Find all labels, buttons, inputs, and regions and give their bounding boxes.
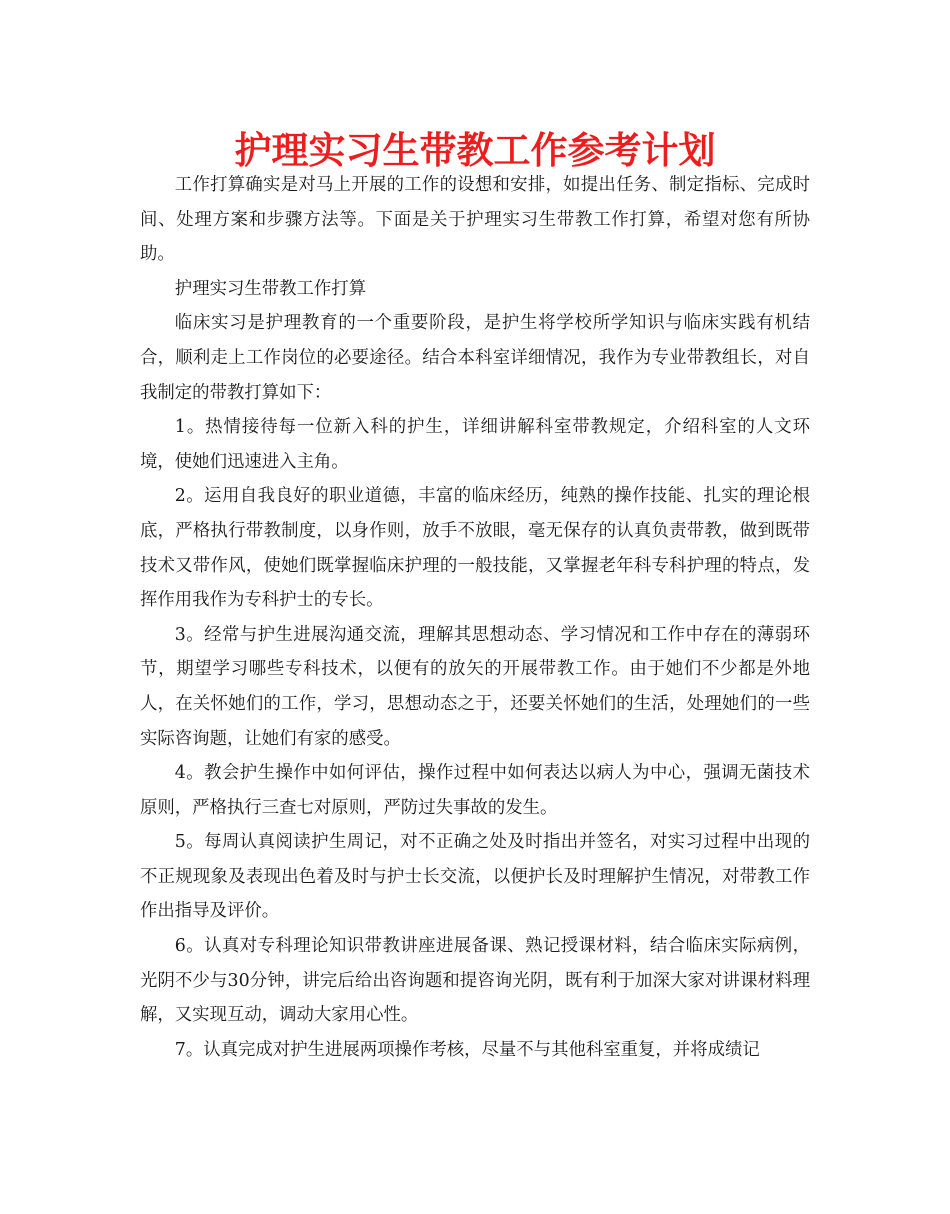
paragraph-item-3: 3。经常与护生进展沟通交流，理解其思想动态、学习情况和工作中存在的薄弱环节，期望学习哪些专科技术，以便有的放矢的开展带教工作。由于她们不少都是外地人，在关怀她们的工作，学习，思想动态之于，还要关怀她们的生活，处理她们的一些实际咨询题，让她们有家的感受。 xyxy=(140,624,810,749)
paragraph-item-6: 6。认真对专科理论知识带教讲座进展备课、熟记授课材料，结合临床实际病例，光阴不少与30分钟，讲完后给出咨询题和提咨询光阴，既有利于加深大家对讲课材料理解，又实现互动，调动大家用心性。 xyxy=(140,936,810,1026)
paragraph-background: 临床实习是护理教育的一个重要阶段，是护生将学校所学知识与临床实践有机结合，顺利走上工作岗位的必要途径。结合本科室详细情况，我作为专业带教组长，对自我制定的带教打算如下： xyxy=(140,313,810,403)
document-title: 护理实习生带教工作参考计划 xyxy=(234,128,716,172)
paragraph-item-1: 1。热情接待每一位新入科的护生，详细讲解科室带教规定，介绍科室的人文环境，使她们迅速进入主角。 xyxy=(140,417,810,472)
document-body xyxy=(140,168,810,1067)
paragraph-intro: 工作打算确实是对马上开展的工作的设想和安排，如提出任务、制定指标、完成时间、处理方案和步骤方法等。下面是关于护理实习生带教工作打算，希望对您有所协助。 xyxy=(140,175,810,265)
paragraph-item-5: 5。每周认真阅读护生周记，对不正确之处及时指出并签名，对实习过程中出现的不正规现象及表现出色着及时与护士长交流，以便护长及时理解护生情况，对带教工作作出指导及评价。 xyxy=(140,832,810,922)
paragraph-subheading: 护理实习生带教工作打算 xyxy=(174,278,367,299)
paragraph-item-4: 4。教会护生操作中如何评估，操作过程中如何表达以病人为中心，强调无菌技术原则，严格执行三查七对原则，严防过失事故的发生。 xyxy=(140,763,810,818)
paragraph-item-2: 2。运用自我良好的职业道德，丰富的临床经历，纯熟的操作技能、扎实的理论根底，严格执行带教制度，以身作则，放手不放眼，毫无保存的认真负责带教，做到既带技术又带作风，使她们既掌握临床护理的一般技能，又掌握老年科专科护理的特点，发挥作用我作为专科护士的专长。 xyxy=(140,486,810,611)
paragraph-item-7: 7。认真完成对护生进展两项操作考核，尽量不与其他科室重复，并将成绩记 xyxy=(174,1039,760,1060)
